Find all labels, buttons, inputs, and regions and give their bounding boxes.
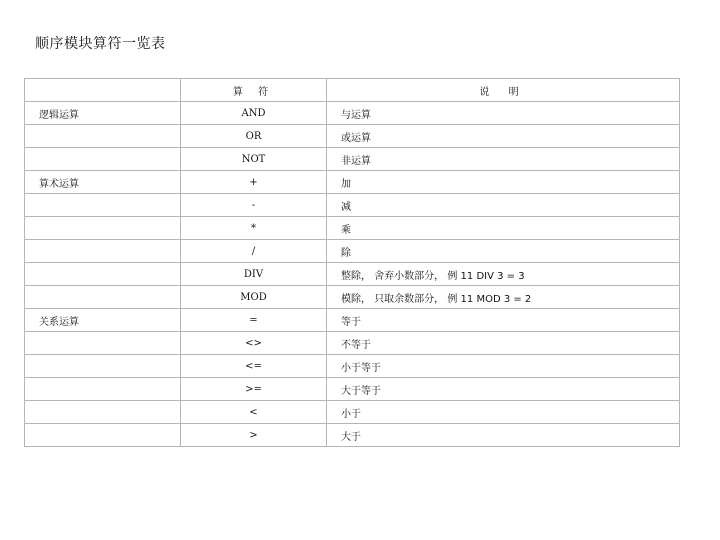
table-row xyxy=(25,125,680,148)
row-description-cell: 不等于 xyxy=(327,332,680,355)
row-operator-cell: <= xyxy=(181,355,327,378)
table-row xyxy=(25,332,680,355)
table-row xyxy=(25,263,680,286)
row-operator-cell: AND xyxy=(181,102,327,125)
table-body xyxy=(25,102,680,447)
row-operator-cell: * xyxy=(181,217,327,240)
row-operator-cell: DIV xyxy=(181,263,327,286)
row-description-cell: 整除， 舍弃小数部分， 例 11 DIV 3 = 3 xyxy=(327,263,680,286)
row-description-cell: 大于等于 xyxy=(327,378,680,401)
row-operator-cell: > xyxy=(181,424,327,447)
row-category-cell: 关系运算 xyxy=(25,309,181,332)
table-row xyxy=(25,171,680,194)
row-category-cell xyxy=(25,217,181,240)
row-description-cell: 减 xyxy=(327,194,680,217)
row-description-cell: 加 xyxy=(327,171,680,194)
table-row xyxy=(25,194,680,217)
row-description-cell: 等于 xyxy=(327,309,680,332)
row-description-cell: 或运算 xyxy=(327,125,680,148)
row-category-cell xyxy=(25,378,181,401)
row-description-cell: 与运算 xyxy=(327,102,680,125)
row-category-cell xyxy=(25,263,181,286)
row-category-cell xyxy=(25,194,181,217)
row-category-cell xyxy=(25,148,181,171)
row-operator-cell: < xyxy=(181,401,327,424)
row-category-cell xyxy=(25,286,181,309)
row-category-cell xyxy=(25,355,181,378)
row-description-cell: 模除， 只取余数部分， 例 11 MOD 3 = 2 xyxy=(327,286,680,309)
page-title: 顺序模块算符一览表 xyxy=(35,36,166,52)
table-header-row xyxy=(25,79,680,102)
row-operator-cell: >= xyxy=(181,378,327,401)
row-description-cell: 小于 xyxy=(327,401,680,424)
row-operator-cell: + xyxy=(181,171,327,194)
row-operator-cell: - xyxy=(181,194,327,217)
row-category-cell xyxy=(25,401,181,424)
row-description-cell: 小于等于 xyxy=(327,355,680,378)
header-description: 说 明 xyxy=(327,79,680,102)
table-row xyxy=(25,286,680,309)
row-operator-cell: / xyxy=(181,240,327,263)
table-row xyxy=(25,217,680,240)
operator-table xyxy=(24,78,680,447)
header-category xyxy=(25,79,181,102)
table-row xyxy=(25,378,680,401)
row-category-cell: 算术运算 xyxy=(25,171,181,194)
table-row xyxy=(25,401,680,424)
row-category-cell xyxy=(25,240,181,263)
row-operator-cell: MOD xyxy=(181,286,327,309)
row-operator-cell: <> xyxy=(181,332,327,355)
row-operator-cell: NOT xyxy=(181,148,327,171)
table-row xyxy=(25,424,680,447)
table-row xyxy=(25,102,680,125)
row-description-cell: 大于 xyxy=(327,424,680,447)
row-operator-cell: OR xyxy=(181,125,327,148)
row-category-cell: 逻辑运算 xyxy=(25,102,181,125)
table-row xyxy=(25,309,680,332)
row-description-cell: 非运算 xyxy=(327,148,680,171)
row-category-cell xyxy=(25,332,181,355)
row-description-cell: 除 xyxy=(327,240,680,263)
row-description-cell: 乘 xyxy=(327,217,680,240)
table-row xyxy=(25,240,680,263)
row-category-cell xyxy=(25,125,181,148)
row-operator-cell: = xyxy=(181,309,327,332)
table-row xyxy=(25,355,680,378)
row-category-cell xyxy=(25,424,181,447)
header-operator: 算 符 xyxy=(181,79,327,102)
table-row xyxy=(25,148,680,171)
